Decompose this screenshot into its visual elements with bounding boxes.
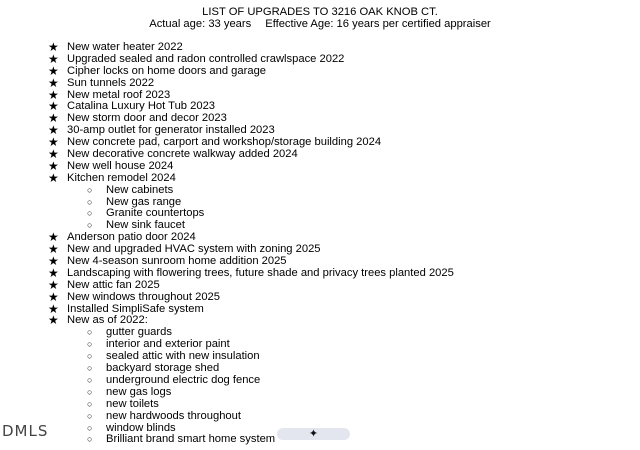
sub-list-item <box>0 197 640 209</box>
list-item <box>0 51 640 66</box>
star-icon: ★ <box>48 301 59 316</box>
circle-bullet-icon: ○ <box>87 220 93 231</box>
list-item-text: Brilliant brand smart home system <box>106 433 276 446</box>
dmls-watermark: DMLS <box>2 422 49 440</box>
star-icon: ★ <box>48 313 59 328</box>
star-icon: ★ <box>48 51 59 66</box>
star-icon: ★ <box>48 170 59 185</box>
circle-bullet-icon: ○ <box>87 196 93 207</box>
sub-list-item <box>0 363 640 375</box>
sub-list-item <box>0 327 640 339</box>
list-item-text: interior and exterior paint <box>106 338 230 351</box>
list-item-text: New sink faucet <box>106 219 185 232</box>
circle-bullet-icon: ○ <box>87 363 93 374</box>
sub-list-item <box>0 387 640 399</box>
star-icon: ★ <box>48 277 59 292</box>
list-item-text: Installed SimpliSafe system <box>67 302 204 315</box>
list-item-text: sealed attic with new insulation <box>106 350 260 363</box>
actual-age: Actual age: 33 years <box>149 18 252 30</box>
list-item-text: New attic fan 2025 <box>67 278 160 291</box>
list-item-text: New 4-season sunroom home addition 2025 <box>67 255 287 268</box>
circle-bullet-icon: ○ <box>87 434 93 445</box>
carousel-pager[interactable] <box>277 428 350 440</box>
list-item-text: Sun tunnels 2022 <box>67 76 155 89</box>
star-icon: ★ <box>48 40 59 54</box>
circle-bullet-icon: ○ <box>87 422 93 433</box>
star-icon: ★ <box>48 254 59 269</box>
sub-list-item <box>0 411 640 423</box>
sub-list-item <box>0 185 640 197</box>
sub-list-item <box>0 375 640 387</box>
star-icon: ★ <box>48 123 59 138</box>
star-icon: ★ <box>48 265 59 280</box>
sub-list-item <box>0 351 640 363</box>
list-item <box>0 277 640 292</box>
list-item-text: Catalina Luxury Hot Tub 2023 <box>67 100 216 113</box>
list-item-text: New and upgraded HVAC system with zoning 2025 <box>67 243 321 256</box>
sub-list-item <box>0 208 640 220</box>
circle-bullet-icon: ○ <box>87 386 93 397</box>
list-item <box>0 75 640 90</box>
list-item-text: backyard storage shed <box>106 362 220 375</box>
list-item-text: Landscaping with flowering trees, future shade and privacy trees planted 2025 <box>67 266 454 279</box>
list-item-text: Kitchen remodel 2024 <box>67 171 176 184</box>
star-icon: ★ <box>48 242 59 257</box>
list-item-text: New windows throughout 2025 <box>67 290 220 303</box>
list-item-text: New storm door and decor 2023 <box>67 112 227 125</box>
star-icon: ★ <box>48 111 59 126</box>
circle-bullet-icon: ○ <box>87 208 93 219</box>
star-icon: ★ <box>48 75 59 90</box>
list-item-text: New decorative concrete walkway added 2024 <box>67 148 298 161</box>
document-subtitle <box>0 18 640 30</box>
star-icon: ★ <box>48 135 59 150</box>
circle-bullet-icon: ○ <box>87 398 93 409</box>
star-icon: ★ <box>48 158 59 173</box>
circle-bullet-icon: ○ <box>87 374 93 385</box>
list-item <box>0 315 640 327</box>
list-item-text: gutter guards <box>106 326 172 339</box>
list-item <box>0 170 640 185</box>
list-item-text: New metal roof 2023 <box>67 88 171 101</box>
list-item-text: new toilets <box>106 397 159 410</box>
list-item-text: Anderson patio door 2024 <box>67 231 196 244</box>
star-icon: ★ <box>48 87 59 102</box>
document-title: LIST OF UPGRADES TO 3216 OAK KNOB CT. <box>202 6 438 18</box>
sub-list-item <box>0 399 640 411</box>
circle-bullet-icon: ○ <box>87 339 93 350</box>
list-item-text: New cabinets <box>106 183 174 196</box>
list-item-text: underground electric dog fence <box>106 373 261 386</box>
star-icon: ★ <box>48 147 59 162</box>
star-icon: ★ <box>48 63 59 78</box>
list-item <box>0 289 640 304</box>
effective-age: Effective Age: 16 years per certified appraiser <box>265 18 491 30</box>
circle-bullet-icon: ○ <box>87 351 93 362</box>
list-item-text: new gas logs <box>106 385 172 398</box>
list-item-text: new hardwoods throughout <box>106 409 241 422</box>
list-item-text: Upgraded sealed and radon controlled crawlspace 2022 <box>67 52 345 65</box>
list-item-text: New water heater 2022 <box>67 41 183 53</box>
list-item-text: window blinds <box>106 421 176 434</box>
star-icon: ★ <box>48 99 59 114</box>
circle-bullet-icon: ○ <box>87 327 93 338</box>
list-item <box>0 63 640 78</box>
sparkle-icon: ✦ <box>308 428 319 440</box>
sub-list-item <box>0 339 640 351</box>
circle-bullet-icon: ○ <box>87 184 93 195</box>
list-item-text: Cipher locks on home doors and garage <box>67 64 267 77</box>
star-icon: ★ <box>48 289 59 304</box>
list-item-text: New as of 2022: <box>67 314 148 327</box>
list-item-text: New concrete pad, carport and workshop/storage building 2024 <box>67 136 382 149</box>
list-item-text: Granite countertops <box>106 207 205 220</box>
list-item-text: 30-amp outlet for generator installed 2023 <box>67 124 275 137</box>
list-item-text: New well house 2024 <box>67 159 174 172</box>
upgrade-list <box>0 42 640 446</box>
circle-bullet-icon: ○ <box>87 410 93 421</box>
list-item-text: New gas range <box>106 195 182 208</box>
star-icon: ★ <box>48 230 59 245</box>
list-item <box>0 158 640 173</box>
